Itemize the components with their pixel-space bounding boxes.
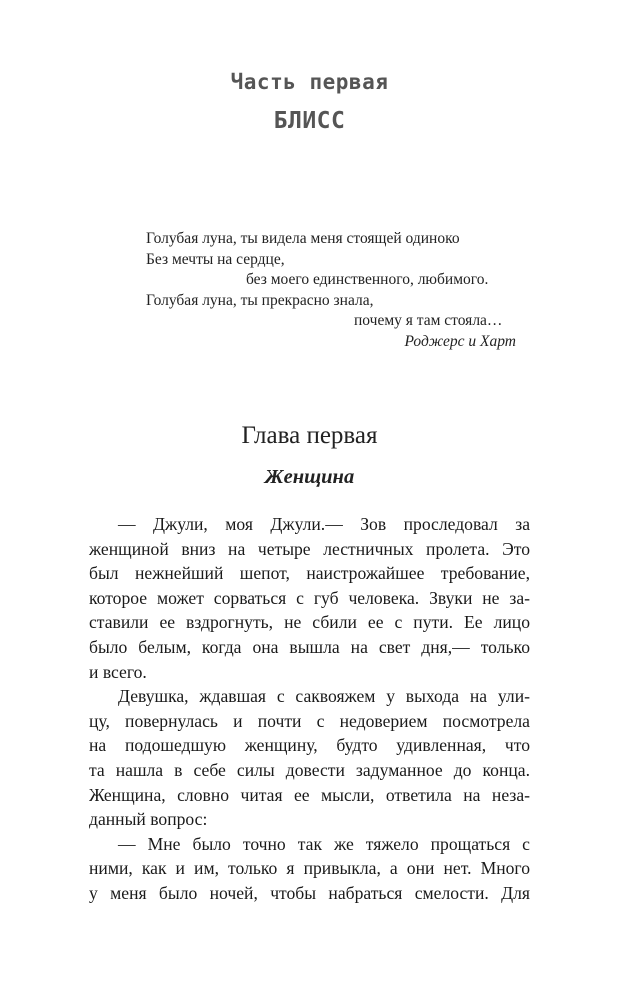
epigraph — [146, 229, 516, 352]
text-line: Женщина, словно читая ее мысли, ответила на неза- — [89, 784, 530, 805]
epigraph-line: Без мечты на сердце, — [146, 250, 285, 268]
part-heading: Часть первая — [230, 70, 389, 94]
text-line: — Мне было точно так же тяжело прощаться с — [118, 833, 530, 854]
text-line: которое может сорваться с губ человека. Звуки не за- — [89, 587, 530, 608]
epigraph-line: Голубая луна, ты прекрасно знала, — [146, 291, 374, 309]
text-line: цу, повернулась и почти с недоверием посмотрела — [89, 710, 530, 731]
text-line: та нашла в себе силы довести задуманное до конца. — [89, 759, 530, 780]
text-line: было белым, когда она вышла на свет дня,— только — [89, 636, 530, 657]
text-line: ставили ее вздрогнуть, не сбили ее с пути. Ее лицо — [89, 612, 530, 633]
text-line: ними, как и им, только я привыкла, а они нет. Много — [89, 858, 530, 879]
epigraph-line: без моего единственного, любимого. — [246, 271, 489, 288]
epigraph-author: Роджерс и Харт — [404, 332, 516, 350]
chapter-title: Глава первая — [241, 422, 378, 449]
text-line: данный вопрос: — [89, 809, 208, 830]
text-line: был нежнейший шепот, наистрожайшее требование, — [89, 563, 530, 584]
text-line: у меня было ночей, чтобы набраться смелости. Для — [89, 882, 530, 903]
chapter-subtitle: Женщина — [264, 466, 355, 488]
body-text — [89, 512, 530, 906]
text-line: — Джули, моя Джули.— Зов проследовал за — [118, 514, 530, 534]
part-name: БЛИСС — [273, 108, 346, 134]
text-line: Девушка, ждавшая с саквояжем у выхода на ули- — [118, 686, 530, 707]
text-line: на подошедшую женщину, будто удивленная, что — [89, 735, 530, 756]
text-line: женщиной вниз на четыре лестничных пролета. Это — [89, 538, 530, 559]
text-line: и всего. — [89, 661, 147, 682]
epigraph-line: Голубая луна, ты видела меня стоящей одиноко — [146, 230, 460, 247]
epigraph-line: почему я там стояла… — [354, 312, 503, 329]
